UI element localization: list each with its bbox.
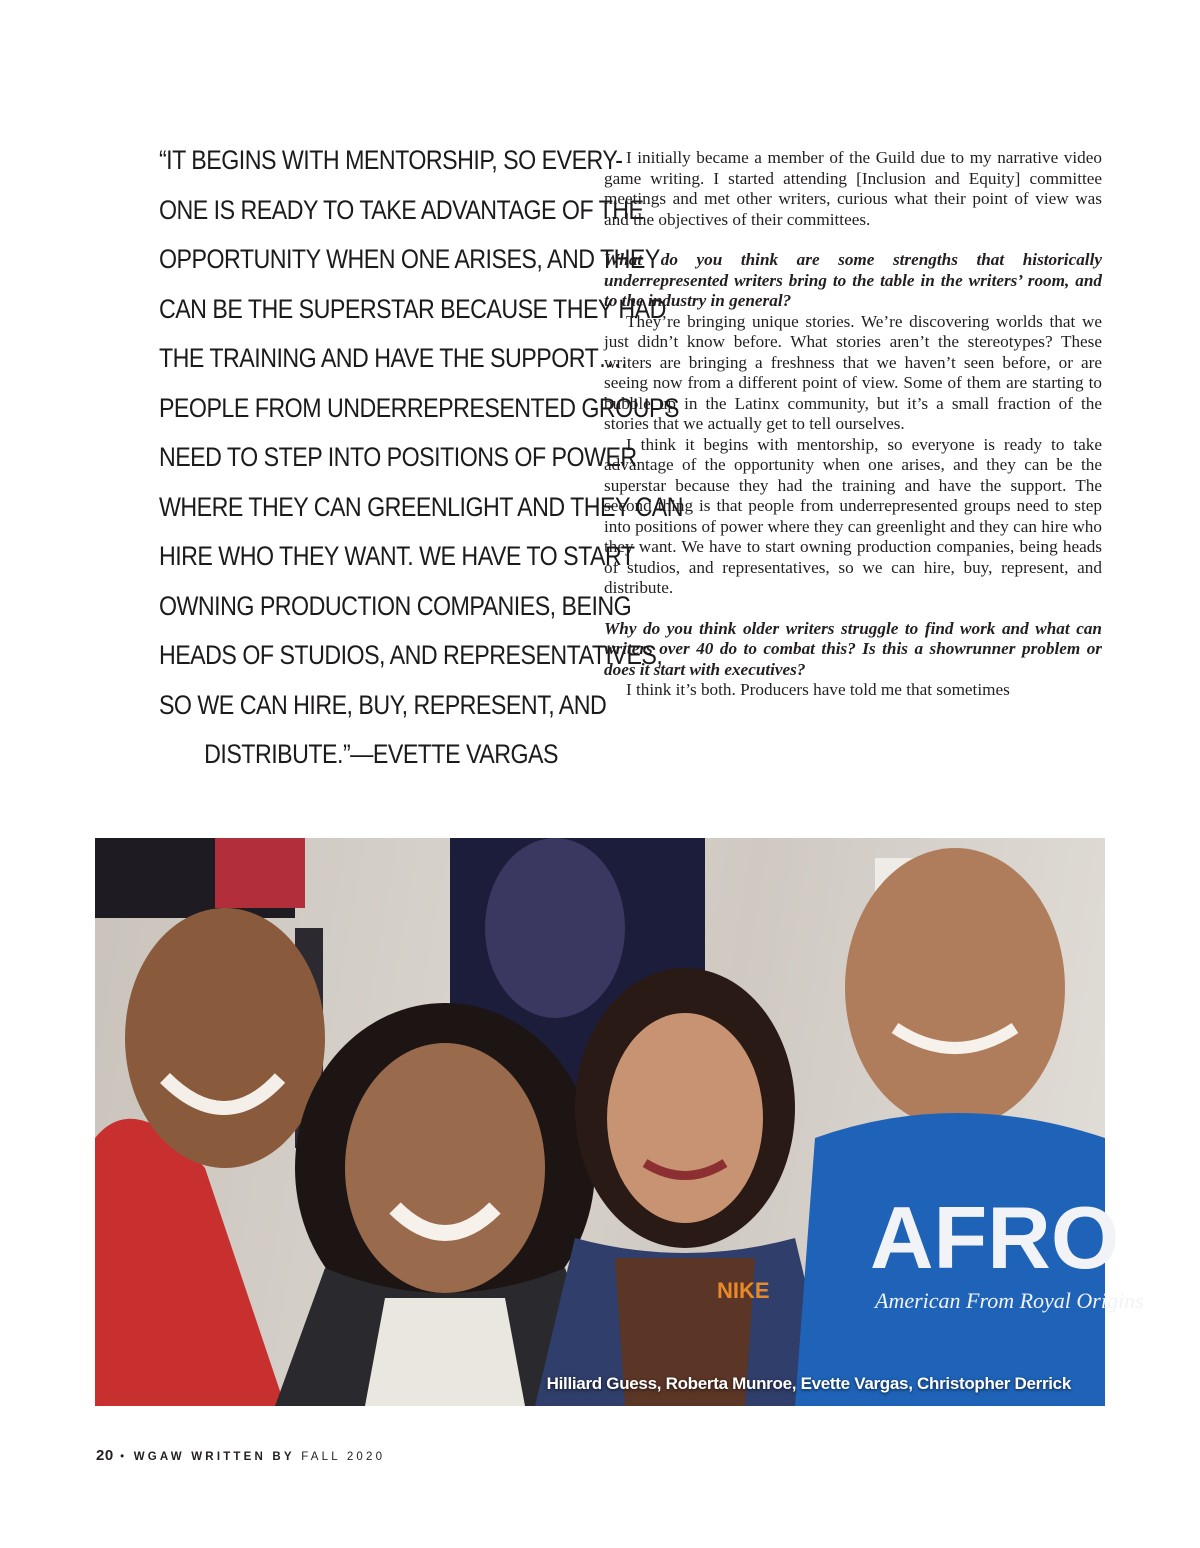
red-jacket (95, 1119, 285, 1406)
article-body (604, 148, 1102, 701)
page-footer (96, 1447, 385, 1464)
painting-face (485, 838, 625, 1018)
pull-quote-line: HEADS OF STUDIOS, AND REPRESENTATIVES, (158, 640, 663, 670)
interview-question: Why do you think older writers struggle to find work and what can writers over 40 do to combat this? Is this a showrunner problem or does it start with executives? (604, 618, 1102, 679)
footer-separator: • (120, 1451, 128, 1463)
answer-paragraph: I think it’s both. Producers have told me that sometimes (626, 680, 1010, 699)
photo-caption: Hilliard Guess, Roberta Munroe, Evette Vargas, Christopher Derrick (546, 1374, 1071, 1393)
photo-illustration (95, 838, 1144, 1406)
pull-quote-line: DISTRIBUTE.”—EVETTE VARGAS (204, 739, 558, 769)
person-2-face (345, 1043, 545, 1293)
pull-quote-line: ONE IS READY TO TAKE ADVANTAGE OF THE (158, 194, 644, 225)
pull-quote-line: PEOPLE FROM UNDERREPRESENTED GROUPS (158, 392, 679, 423)
pull-quote-line: SO WE CAN HIRE, BUY, REPRESENT, AND (158, 689, 607, 720)
pull-quote-line: OPPORTUNITY WHEN ONE ARISES, AND THEY (158, 244, 660, 274)
interview-question: What do you think are some strengths that historically underrepresented writers bring to the table in the writers’ room, and to the industry in general? (604, 250, 1102, 310)
pull-quote-line: HIRE WHO THEY WANT. WE HAVE TO START (158, 541, 635, 571)
person-1-head (125, 908, 325, 1168)
group-photo (95, 838, 1144, 1406)
pull-quote (158, 136, 683, 780)
hoodie-subprint: American From Royal Origins (875, 1288, 1144, 1313)
pull-quote-line: WHERE THEY CAN GREENLIGHT AND THEY CAN (158, 491, 683, 522)
hoodie-print: AFRO (870, 1188, 1120, 1287)
person-3-face (607, 1013, 763, 1223)
wall-art-red (215, 838, 305, 908)
person-4-head (845, 848, 1065, 1128)
jacket-logo: NIKE (717, 1278, 770, 1303)
magazine-name: WGAW WRITTEN BY (133, 1451, 295, 1463)
intro-paragraph: I initially became a member of the Guild due to my narrative video game writing. I started attending [Inclusion and Equity] committee meetings and met other writers, curious what their point of view was and the objectives of their committees. (604, 148, 1102, 229)
answer-paragraph: They’re bringing unique stories. We’re discovering worlds that we just didn’t know before. What stories aren’t the stereotypes? These writers are bringing a freshness that we haven’t seen before, or are seeing now from a different point of view. Some of them are starting to bubble up in the Latinx community, but it’s a small fraction of the stories that we actually get to tell ourselves. (604, 311, 1102, 433)
pull-quote-line: “IT BEGINS WITH MENTORSHIP, SO EVERY- (158, 145, 623, 175)
pull-quote-line: THE TRAINING AND HAVE THE SUPPORT…. (158, 343, 627, 373)
page-number: 20 (96, 1447, 114, 1464)
person-2-shirt (365, 1298, 525, 1406)
pull-quote-line: NEED TO STEP INTO POSITIONS OF POWER (158, 442, 637, 472)
issue-label: FALL 2020 (301, 1451, 386, 1463)
answer-paragraph: I think it begins with mentorship, so everyone is ready to take advantage of the opportunity when one arises, and they can be the superstar because they had the training and have the support. The second thing is that people from underrepresented groups need to step into positions of power where they can greenlight and they can hire who they want. We have to start owning production companies, being heads of studios, and representatives, so we can hire, buy, represent, and distribute. (604, 434, 1102, 597)
pull-quote-line: OWNING PRODUCTION COMPANIES, BEING (158, 590, 632, 621)
pull-quote-line: CAN BE THE SUPERSTAR BECAUSE THEY HAD (158, 293, 666, 324)
